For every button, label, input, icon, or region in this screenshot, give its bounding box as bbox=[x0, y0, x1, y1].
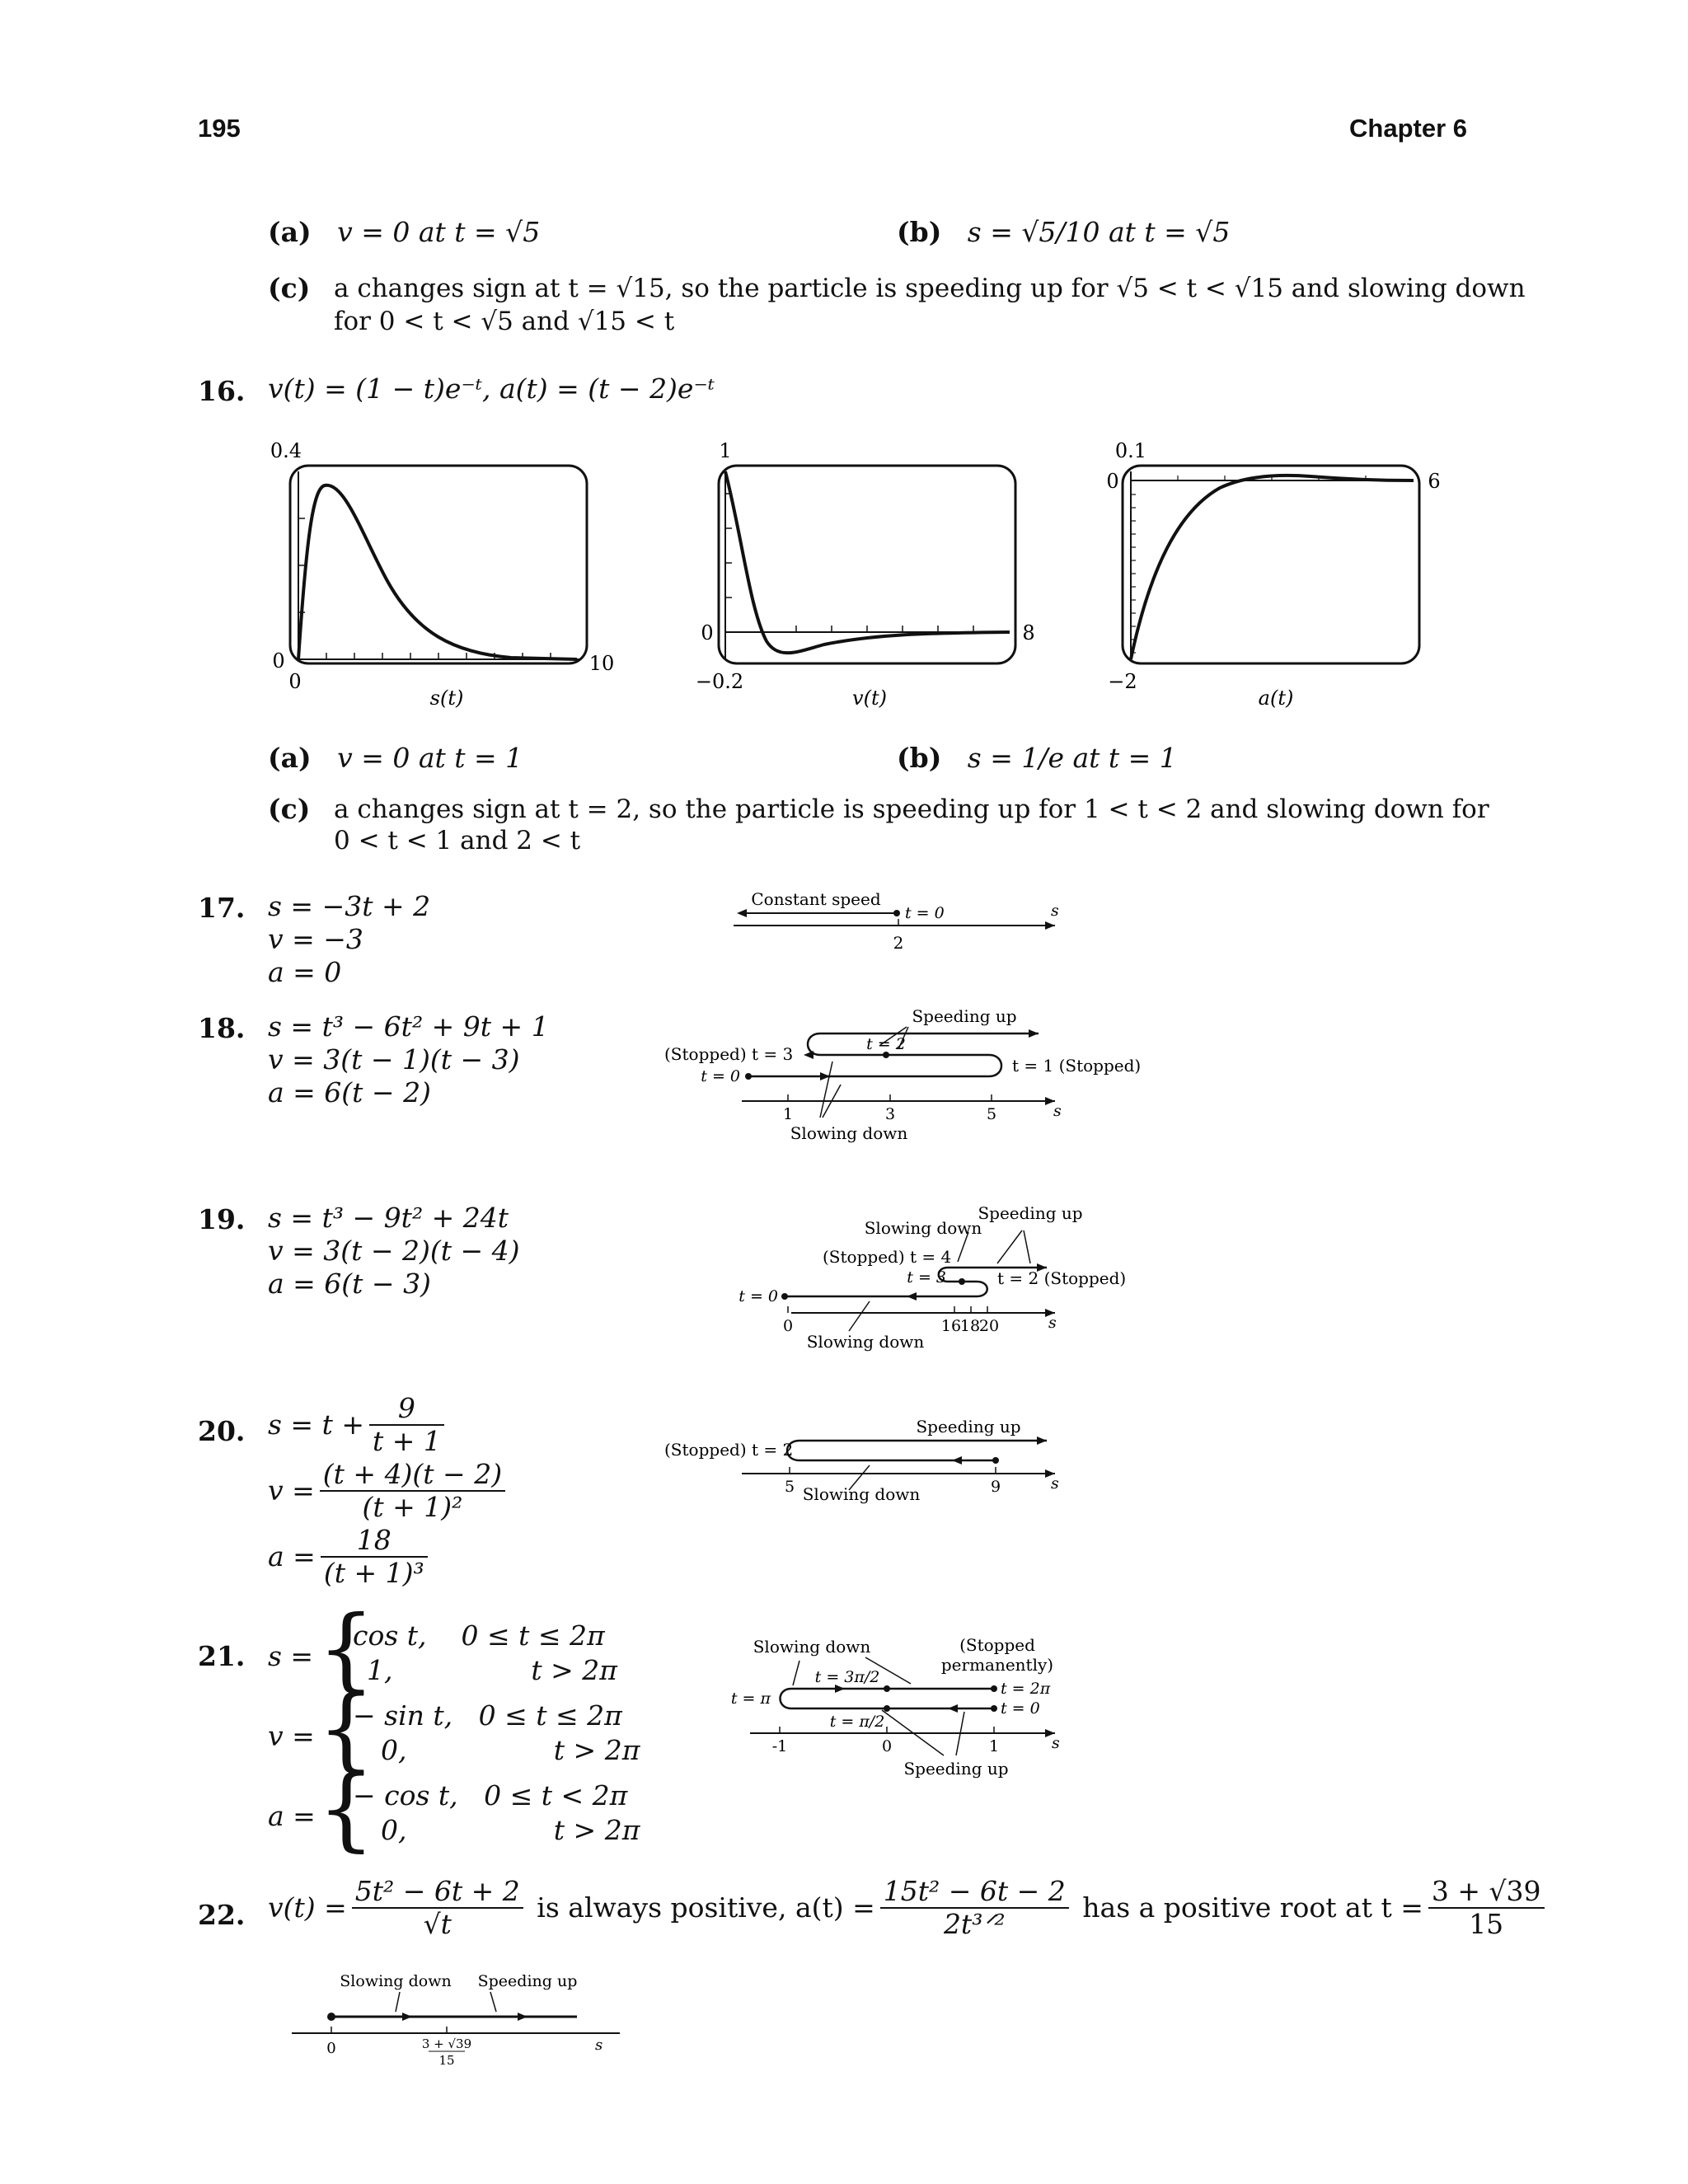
svg-text:0.4: 0.4 bbox=[270, 439, 302, 462]
svg-text:(Stopped) t = 3: (Stopped) t = 3 bbox=[664, 1044, 794, 1064]
p21-a-brace: { bbox=[317, 1755, 375, 1861]
svg-text:6: 6 bbox=[1428, 470, 1441, 493]
svg-text:18: 18 bbox=[959, 1317, 981, 1335]
p21-a-row2: 0, t > 2π bbox=[381, 1814, 640, 1846]
svg-text:s: s bbox=[1051, 1474, 1059, 1493]
p19-v: v = 3(t − 2)(t − 4) bbox=[268, 1235, 520, 1267]
svg-text:s: s bbox=[595, 2036, 603, 2054]
svg-text:5: 5 bbox=[986, 1105, 997, 1123]
p22-motion-diagram bbox=[280, 1966, 643, 2073]
svg-text:−0.2: −0.2 bbox=[695, 670, 744, 693]
svg-text:t = 2π: t = 2π bbox=[1001, 1680, 1051, 1698]
p18-v: v = 3(t − 1)(t − 3) bbox=[268, 1043, 520, 1076]
p15-c-line1: a changes sign at t = √15, so the particle is speeding up for √5 < t < √15 and slowing down bbox=[334, 274, 1526, 303]
svg-text:t = 2 (Stopped): t = 2 (Stopped) bbox=[997, 1268, 1127, 1288]
p15-part-a: (a) v = 0 at t = √5 bbox=[268, 216, 541, 248]
svg-text:16: 16 bbox=[940, 1317, 962, 1335]
p22-number: 22. bbox=[198, 1899, 246, 1931]
svg-text:0: 0 bbox=[701, 621, 714, 644]
p22-equation: v(t) = $\frac{\text{5t² − 6t + 2}}{√t}$ is always positive, a(t) = $\frac{\text{15t² − 6t − 2}}{\text{2t³ᐟ²}}$ has a positive root at t = $\frac{3 + √39}{15}$ bbox=[268, 1876, 1550, 1940]
svg-text:Slowing down: Slowing down bbox=[864, 1218, 982, 1238]
svg-text:1: 1 bbox=[719, 439, 732, 462]
p16-c-line2: 0 < t < 1 and 2 < t bbox=[334, 826, 581, 855]
svg-text:Speeding up: Speeding up bbox=[912, 1006, 1017, 1026]
svg-text:2: 2 bbox=[893, 933, 904, 953]
svg-text:t = 0: t = 0 bbox=[738, 1287, 778, 1305]
p17-motion-diagram bbox=[725, 886, 1104, 968]
svg-text:t = 3π/2: t = 3π/2 bbox=[814, 1668, 880, 1686]
svg-text:Speeding up: Speeding up bbox=[978, 1203, 1083, 1223]
p17-v: v = −3 bbox=[268, 923, 363, 955]
svg-text:1: 1 bbox=[988, 1737, 1000, 1755]
p17-a: a = 0 bbox=[268, 956, 342, 988]
svg-text:t = 2: t = 2 bbox=[866, 1035, 906, 1053]
p16-c-line1: a changes sign at t = 2, so the particle is speeding up for 1 < t < 2 and slowing down for bbox=[334, 794, 1489, 824]
svg-text:(Stopped: (Stopped bbox=[959, 1635, 1035, 1655]
svg-text:t = 3: t = 3 bbox=[907, 1268, 946, 1286]
p15-c-line2: for 0 < t < √5 and √15 < t bbox=[334, 307, 675, 336]
svg-text:a(t): a(t) bbox=[1258, 687, 1294, 710]
svg-text:1: 1 bbox=[782, 1105, 794, 1123]
p18-a: a = 6(t − 2) bbox=[268, 1076, 431, 1108]
page-number: 195 bbox=[198, 114, 241, 143]
svg-text:t = 0: t = 0 bbox=[701, 1067, 740, 1085]
svg-text:s: s bbox=[1048, 1314, 1057, 1332]
svg-text:15: 15 bbox=[438, 2053, 455, 2068]
svg-text:0.1: 0.1 bbox=[1114, 439, 1147, 462]
svg-text:9: 9 bbox=[990, 1478, 1001, 1496]
p20-v: v = $\frac{(t + 4)(t - 2)}{\text{(t + 1)²}}$ bbox=[268, 1459, 510, 1523]
p21-v-row2: 0, t > 2π bbox=[381, 1734, 640, 1766]
p16-part-a: (a) v = 0 at t = 1 bbox=[268, 742, 523, 774]
p20-s: s = t + $\frac{9}{t + 1}$ bbox=[268, 1393, 449, 1457]
svg-text:s: s bbox=[1052, 1734, 1060, 1752]
svg-text:10: 10 bbox=[588, 652, 615, 675]
p15-part-c: (c) bbox=[268, 272, 311, 304]
p21-number: 21. bbox=[198, 1640, 246, 1672]
p16-number: 16. bbox=[198, 375, 246, 407]
p20-number: 20. bbox=[198, 1415, 246, 1447]
p17-number: 17. bbox=[198, 892, 246, 924]
svg-text:0: 0 bbox=[288, 670, 302, 693]
graph-v bbox=[696, 439, 1035, 710]
svg-text:20: 20 bbox=[978, 1317, 1000, 1335]
p17-s: s = −3t + 2 bbox=[268, 890, 431, 922]
p21-s-row1: cos t, 0 ≤ t ≤ 2π bbox=[353, 1619, 605, 1652]
svg-text:0: 0 bbox=[326, 2040, 336, 2057]
p21-v-lhs: v = bbox=[268, 1720, 315, 1752]
chapter-title: Chapter 6 bbox=[1349, 114, 1467, 143]
p20-a: a = $\frac{18}{\text{(t + 1)³}}$ bbox=[268, 1525, 433, 1589]
graph-s bbox=[270, 439, 614, 710]
svg-text:Slowing down: Slowing down bbox=[790, 1123, 908, 1143]
p21-s-brace: { bbox=[317, 1596, 375, 1701]
svg-text:permanently): permanently) bbox=[940, 1655, 1054, 1675]
svg-text:s(t): s(t) bbox=[429, 687, 464, 710]
svg-text:(Stopped) t = 4: (Stopped) t = 4 bbox=[823, 1247, 952, 1267]
graph-a bbox=[1106, 439, 1440, 710]
p19-s: s = t³ − 9t² + 24t bbox=[268, 1202, 509, 1234]
svg-text:Speeding up: Speeding up bbox=[916, 1417, 1021, 1436]
svg-text:(Stopped) t = 2: (Stopped) t = 2 bbox=[664, 1440, 794, 1460]
p21-a-lhs: a = bbox=[268, 1800, 316, 1832]
p18-number: 18. bbox=[198, 1012, 246, 1044]
p19-number: 19. bbox=[198, 1203, 246, 1235]
p16-part-c: (c) bbox=[268, 793, 311, 825]
p16-graphs bbox=[264, 437, 1467, 717]
p21-s-row2: 1, t > 2π bbox=[367, 1654, 617, 1686]
p20-motion-diagram bbox=[659, 1409, 1104, 1508]
p21-s-lhs: s = bbox=[268, 1640, 314, 1672]
svg-text:3: 3 bbox=[884, 1105, 896, 1123]
svg-text:-1: -1 bbox=[771, 1737, 788, 1755]
p16-part-b: (b) s = 1/e at t = 1 bbox=[897, 742, 1177, 774]
svg-text:t = π: t = π bbox=[730, 1690, 771, 1708]
svg-text:t = 0: t = 0 bbox=[905, 904, 945, 922]
svg-text:0: 0 bbox=[272, 649, 285, 673]
svg-text:0: 0 bbox=[881, 1737, 893, 1755]
svg-text:Slowing down: Slowing down bbox=[806, 1332, 925, 1352]
svg-text:0: 0 bbox=[1106, 470, 1119, 493]
svg-text:−2: −2 bbox=[1108, 670, 1137, 693]
svg-text:Slowing down: Slowing down bbox=[753, 1637, 871, 1657]
svg-text:Slowing down: Slowing down bbox=[340, 1972, 452, 1990]
svg-text:v(t): v(t) bbox=[852, 687, 887, 710]
svg-text:Speeding up: Speeding up bbox=[903, 1759, 1009, 1779]
svg-text:Constant speed: Constant speed bbox=[751, 889, 881, 909]
svg-text:Speeding up: Speeding up bbox=[477, 1972, 578, 1990]
svg-text:t = π/2: t = π/2 bbox=[829, 1713, 885, 1731]
p21-a-row1: − cos t, 0 ≤ t < 2π bbox=[353, 1779, 628, 1811]
p16-equation: v(t) = (1 − t)e⁻ᵗ, a(t) = (t − 2)e⁻ᵗ bbox=[268, 373, 715, 405]
p21-motion-diagram bbox=[725, 1628, 1121, 1793]
svg-text:Slowing down: Slowing down bbox=[802, 1484, 921, 1504]
svg-text:s: s bbox=[1051, 902, 1059, 920]
p19-motion-diagram bbox=[725, 1199, 1127, 1356]
svg-text:s: s bbox=[1053, 1102, 1062, 1120]
p18-s: s = t³ − 6t² + 9t + 1 bbox=[268, 1010, 549, 1043]
svg-text:t = 1 (Stopped): t = 1 (Stopped) bbox=[1012, 1056, 1142, 1076]
p15-part-b: (b) s = √5/10 at t = √5 bbox=[897, 216, 1231, 248]
svg-text:5: 5 bbox=[784, 1478, 795, 1496]
p18-motion-diagram bbox=[659, 1004, 1142, 1152]
svg-text:3 + √39: 3 + √39 bbox=[421, 2036, 472, 2051]
svg-text:8: 8 bbox=[1022, 621, 1035, 644]
p21-v-row1: − sin t, 0 ≤ t ≤ 2π bbox=[353, 1699, 622, 1732]
svg-text:0: 0 bbox=[782, 1317, 794, 1335]
p19-a: a = 6(t − 3) bbox=[268, 1268, 431, 1300]
svg-text:t = 0: t = 0 bbox=[1001, 1699, 1040, 1718]
p21-v-brace: { bbox=[317, 1675, 375, 1781]
